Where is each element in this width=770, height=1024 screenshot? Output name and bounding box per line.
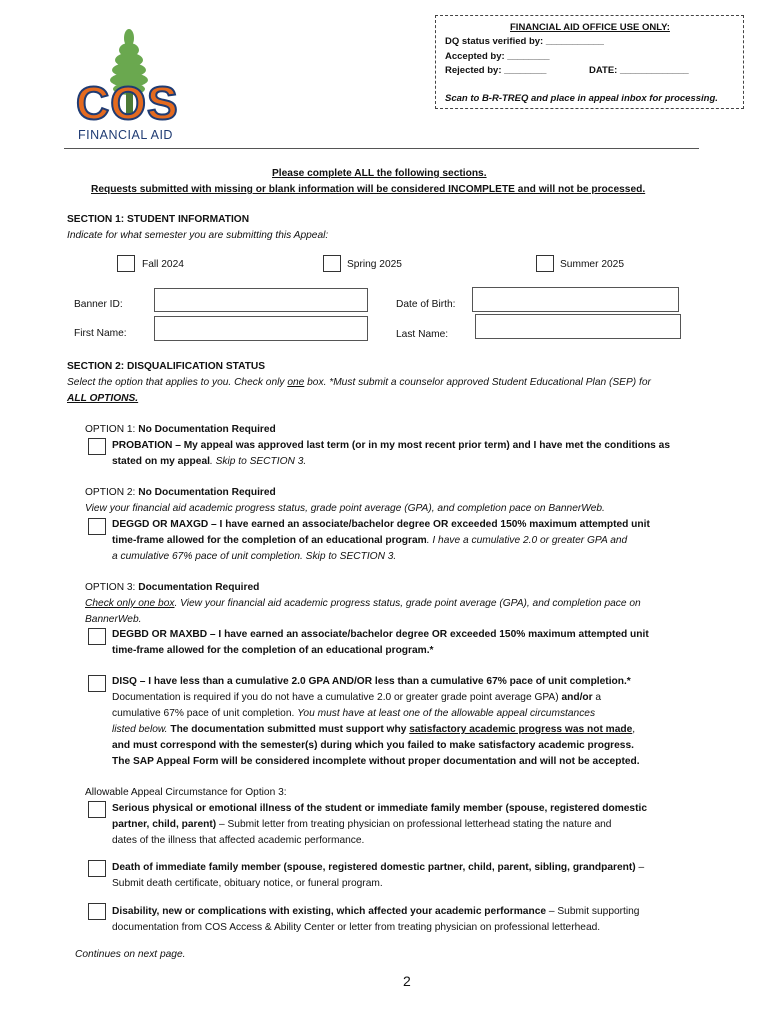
dob-label: Date of Birth: [396, 299, 456, 310]
option3-heading: OPTION 3: Documentation Required [85, 582, 260, 593]
disq-text-2: Documentation is required if you do not have a cumulative 2.0 or greater grade point average GPA) and/or a [112, 692, 602, 703]
first-name-field[interactable] [154, 316, 368, 341]
intro-line-1: Please complete ALL the following sections. [272, 168, 487, 179]
illness-text-2: partner, child, parent) – Submit letter from treating physician on professional letterhead stating the nature and [112, 819, 612, 830]
section2-instructions: Select the option that applies to you. Check only one box. *Must submit a counselor approved Student Educational Plan (SEP) for [67, 377, 651, 388]
deggd-text-2: time-frame allowed for the completion of an educational program. I have a cumulative 2.0 or greater GPA and [112, 535, 628, 546]
death-text-1: Death of immediate family member (spouse, registered domestic partner, child, parent, sibling, grandparent) – [112, 862, 645, 873]
option1-heading: OPTION 1: No Documentation Required [85, 424, 276, 435]
page-number: 2 [403, 973, 411, 989]
header-divider [64, 148, 699, 149]
probation-text-2: stated on my appeal. Skip to SECTION 3. [112, 456, 307, 467]
fall-2024-label: Fall 2024 [142, 259, 184, 270]
summer-2025-label: Summer 2025 [560, 259, 624, 270]
dq-status-line: DQ status verified by: ___________ [445, 36, 604, 47]
summer-2025-checkbox[interactable] [536, 255, 554, 272]
option2-intro: View your financial aid academic progress status, grade point average (GPA), and completion pace on BannerWeb. [85, 503, 605, 514]
disq-text-5: and must correspond with the semester(s) during which you failed to make satisfactory academic progress. [112, 740, 634, 751]
degbd-text-2: time-frame allowed for the completion of an educational program.* [112, 645, 434, 656]
date-line: DATE: _____________ [589, 65, 689, 76]
disq-text-1: DISQ – I have less than a cumulative 2.0 GPA AND/OR less than a cumulative 67% pace of unit completion.* [112, 676, 631, 687]
option2-heading: OPTION 2: No Documentation Required [85, 487, 276, 498]
degbd-checkbox[interactable] [88, 628, 106, 645]
fall-2024-checkbox[interactable] [117, 255, 135, 272]
probation-checkbox[interactable] [88, 438, 106, 455]
degbd-text-1: DEGBD OR MAXBD – I have earned an associate/bachelor degree OR exceeded 150% maximum attempted unit [112, 629, 649, 640]
disq-text-3: cumulative 67% pace of unit completion. You must have at least one of the allowable appeal circumstances [112, 708, 596, 719]
probation-text-1: PROBATION – My appeal was approved last term (or in my most recent prior term) and I have met the conditions as [112, 440, 670, 451]
disability-text-1: Disability, new or complications with existing, which affected your academic performance – Submit supporting [112, 906, 640, 917]
disability-checkbox[interactable] [88, 903, 106, 920]
deggd-text-1: DEGGD OR MAXGD – I have earned an associate/bachelor degree OR exceeded 150% maximum attempted unit [112, 519, 650, 530]
semester-prompt: Indicate for what semester you are submitting this Appeal: [67, 230, 329, 241]
last-name-label: Last Name: [396, 329, 449, 340]
last-name-field[interactable] [475, 314, 681, 339]
death-text-2: Submit death certificate, obituary notice, or funeral program. [112, 878, 383, 889]
office-use-title: FINANCIAL AID OFFICE USE ONLY: [510, 22, 670, 33]
rejected-line: Rejected by: ________ [445, 65, 547, 76]
dob-field[interactable] [472, 287, 679, 312]
option3-intro: Check only one box. View your financial aid academic progress status, grade point average (GPA), and completion pace on [85, 598, 641, 609]
section1-heading: SECTION 1: STUDENT INFORMATION [67, 214, 250, 225]
logo-subtitle: FINANCIAL AID [78, 128, 173, 142]
office-instructions: Scan to B-R-TREQ and place in appeal inbox for processing. [445, 93, 718, 104]
intro-line-2: Requests submitted with missing or blank information will be considered INCOMPLETE and will not be processed. [91, 184, 646, 195]
disability-text-2: documentation from COS Access & Ability Center or letter from treating physician on professional letterhead. [112, 922, 601, 933]
deggd-checkbox[interactable] [88, 518, 106, 535]
accepted-line: Accepted by: ________ [445, 51, 550, 62]
illness-text-1: Serious physical or emotional illness of the student or immediate family member (spouse, registered domestic [112, 803, 647, 814]
disq-text-6: The SAP Appeal Form will be considered incomplete without proper documentation and will not be accepted. [112, 756, 640, 767]
cos-logo [74, 26, 194, 144]
spring-2025-checkbox[interactable] [323, 255, 341, 272]
option3-intro-2: BannerWeb. [85, 614, 142, 625]
disq-checkbox[interactable] [88, 675, 106, 692]
deggd-text-3: a cumulative 67% pace of unit completion. Skip to SECTION 3. [112, 551, 397, 562]
section2-heading: SECTION 2: DISQUALIFICATION STATUS [67, 361, 266, 372]
first-name-label: First Name: [74, 328, 127, 339]
all-options-note: ALL OPTIONS. [67, 393, 139, 404]
banner-id-label: Banner ID: [74, 299, 123, 310]
illness-text-3: dates of the illness that affected academic performance. [112, 835, 365, 846]
illness-checkbox[interactable] [88, 801, 106, 818]
disq-text-4: listed below. The documentation submitted must support why satisfactory academic progress was not made, [112, 724, 636, 735]
logo-wordmark: COS [76, 77, 179, 129]
death-checkbox[interactable] [88, 860, 106, 877]
banner-id-field[interactable] [154, 288, 368, 312]
spring-2025-label: Spring 2025 [347, 259, 402, 270]
circumstances-heading: Allowable Appeal Circumstance for Option 3: [85, 787, 287, 798]
continues-note: Continues on next page. [75, 949, 186, 960]
